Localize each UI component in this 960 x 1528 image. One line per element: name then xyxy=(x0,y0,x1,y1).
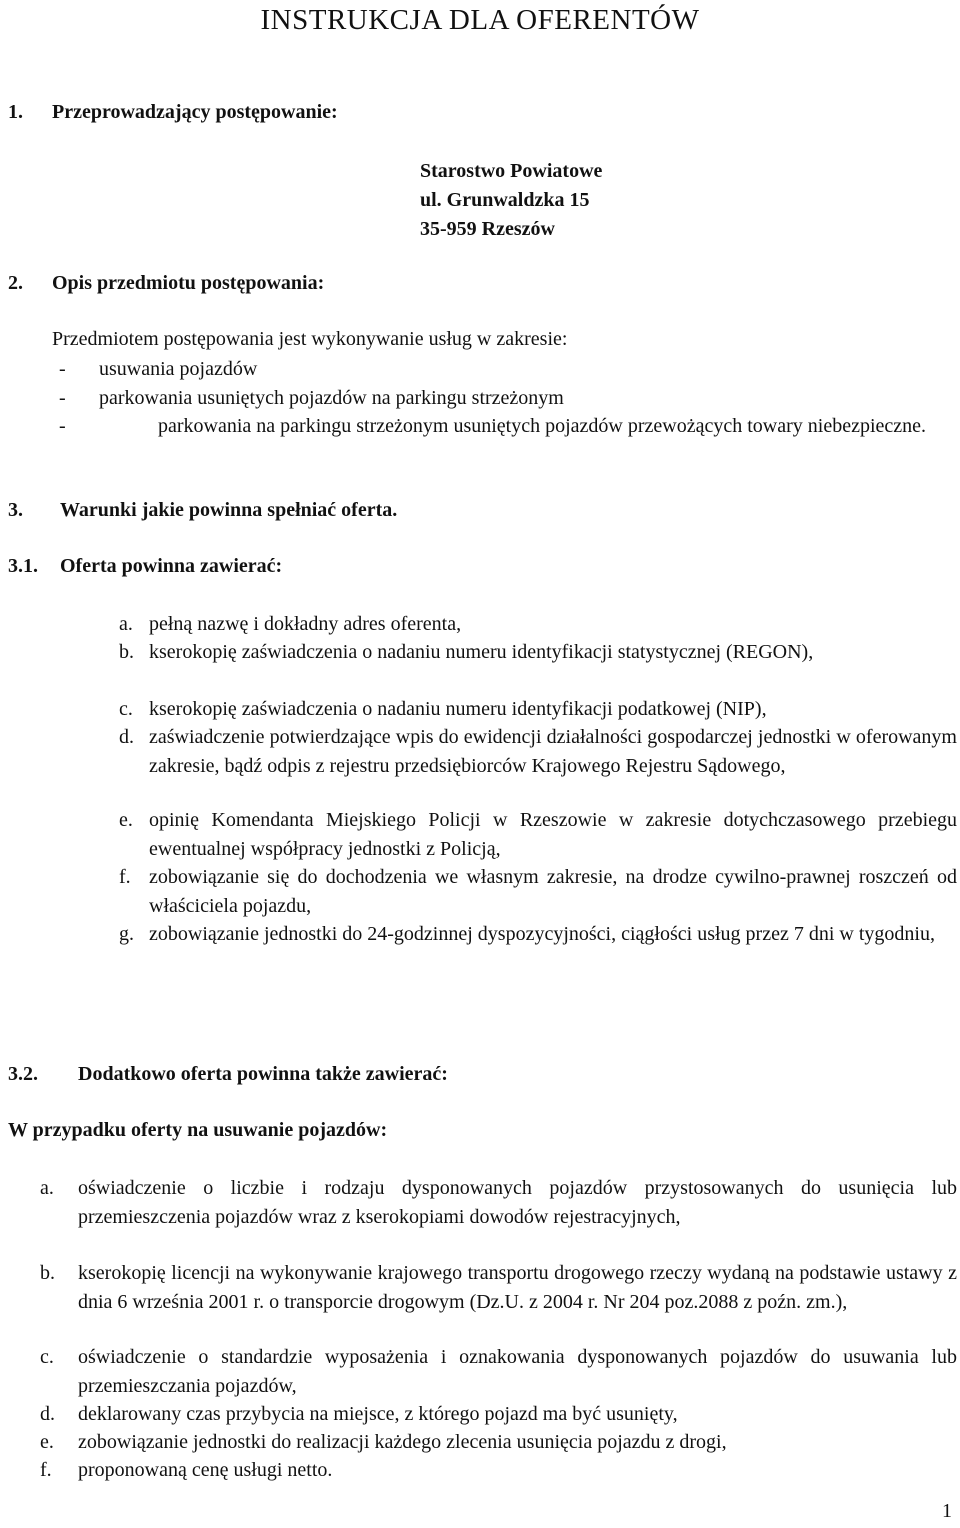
list-item-label: f. xyxy=(119,866,131,888)
list-item xyxy=(119,920,957,978)
list-item-text: zaświadczenie potwierdzające wpis do ewidencji działalności gospodarczej jednostki w oferowanym zakresie, bądź odpis z rejestru przedsiębiorców Krajowego Rejestru Sądowego, xyxy=(149,726,957,777)
list-item xyxy=(119,695,957,724)
list-item xyxy=(40,1174,957,1260)
list-item-label: - xyxy=(59,387,66,409)
address-line-1: Starostwo Powiatowe xyxy=(420,160,603,182)
list-item xyxy=(40,1400,957,1429)
list-item xyxy=(119,610,957,639)
list-item-label: d. xyxy=(119,726,134,748)
list-item-label: a. xyxy=(40,1177,54,1199)
section-3-1-number: 3.1. xyxy=(8,555,38,577)
address-line-3: 35-959 Rzeszów xyxy=(420,218,555,240)
list-item xyxy=(40,1343,957,1401)
list-item-text: opinię Komendanta Miejskiego Policji w Rzeszowie w zakresie dotychczasowego przebiegu ewentualnej współpracy jednostki z Policją, xyxy=(149,809,957,860)
list-item-text: deklarowany czas przybycia na miejsce, z którego pojazd ma być usunięty, xyxy=(78,1403,678,1425)
organizer-address xyxy=(420,157,602,244)
section-2-number: 2. xyxy=(8,272,23,294)
list-item-text: usuwania pojazdów xyxy=(99,358,258,380)
list-item-label: - xyxy=(59,415,66,437)
list-item xyxy=(59,384,959,413)
section-2-intro: Przedmiotem postępowania jest wykonywanie usług w zakresie: xyxy=(52,328,568,350)
list-item-text: oświadczenie o standardzie wyposażenia i oznakowania dysponowanych pojazdów do usuwania lub przemieszczania pojazdów, xyxy=(78,1346,957,1397)
list-item-label: g. xyxy=(119,923,134,945)
list-item-text: kserokopię zaświadczenia o nadaniu numeru identyfikacji statystycznej (REGON), xyxy=(149,641,814,663)
list-item-text: zobowiązanie się do dochodzenia we własnym zakresie, na drodze cywilno-prawnej roszczeń od właściciela pojazdu, xyxy=(149,866,957,917)
list-item xyxy=(40,1259,957,1345)
list-item xyxy=(119,863,957,921)
list-item-text: zobowiązanie jednostki do realizacji każdego zlecenia usunięcia pojazdu z drogi, xyxy=(78,1431,727,1453)
section-1-number: 1. xyxy=(8,101,23,123)
page-number: 1 xyxy=(942,1500,952,1522)
list-item-label: - xyxy=(59,358,66,380)
list-item xyxy=(119,723,957,809)
section-3-heading: Warunki jakie powinna spełniać oferta. xyxy=(60,499,398,521)
section-3-2-heading: Dodatkowo oferta powinna także zawierać: xyxy=(78,1063,448,1085)
list-item-label: e. xyxy=(119,809,133,831)
list-item-text: pełną nazwę i dokładny adres oferenta, xyxy=(149,613,462,635)
list-item xyxy=(40,1456,957,1485)
list-item xyxy=(40,1428,957,1457)
list-item-label: b. xyxy=(40,1262,55,1284)
list-item-label: c. xyxy=(119,698,133,720)
document-title: INSTRUKCJA DLA OFERENTÓW xyxy=(260,4,700,36)
section-3-2-subheading: W przypadku oferty na usuwanie pojazdów: xyxy=(8,1119,388,1141)
list-item-label: c. xyxy=(40,1346,54,1368)
list-item xyxy=(119,806,957,864)
list-item-text: zobowiązanie jednostki do 24-godzinnej dyspozycyjności, ciągłości usług przez 7 dni w tygodniu, xyxy=(149,923,935,945)
section-1-heading: Przeprowadzający postępowanie: xyxy=(52,101,338,123)
section-3-number: 3. xyxy=(8,499,23,521)
list-item-text: parkowania usuniętych pojazdów na parkingu strzeżonym xyxy=(99,387,564,409)
list-item-text: kserokopię zaświadczenia o nadaniu numeru identyfikacji podatkowej (NIP), xyxy=(149,698,767,720)
address-line-2: ul. Grunwaldzka 15 xyxy=(420,189,590,211)
list-item-text: kserokopię licencji na wykonywanie krajowego transportu drogowego rzeczy wydaną na podstawie ustawy z dnia 6 września 2001 r. o transporcie drogowym (Dz.U. z 2004 r. Nr 204 poz.2088 z poźn. zm.), xyxy=(78,1262,957,1313)
section-2-heading: Opis przedmiotu postępowania: xyxy=(52,272,325,294)
list-item-label: d. xyxy=(40,1403,55,1425)
list-item-label: a. xyxy=(119,613,133,635)
section-3-1-heading: Oferta powinna zawierać: xyxy=(60,555,283,577)
list-item-label: e. xyxy=(40,1431,54,1453)
list-item xyxy=(59,412,957,470)
list-item-text: proponowaną cenę usługi netto. xyxy=(78,1459,333,1481)
list-item xyxy=(59,355,959,384)
list-item-label: b. xyxy=(119,641,134,663)
list-item-text: parkowania na parkingu strzeżonym usuniętych pojazdów przewożących towary niebezpieczne. xyxy=(158,415,927,437)
list-item xyxy=(119,638,957,696)
list-item-text: oświadczenie o liczbie i rodzaju dysponowanych pojazdów przystosowanych do usunięcia lub przemieszczenia pojazdów wraz z kserokopiami dowodów rejestracyjnych, xyxy=(78,1177,957,1228)
list-item-label: f. xyxy=(40,1459,52,1481)
section-3-2-number: 3.2. xyxy=(8,1063,38,1085)
